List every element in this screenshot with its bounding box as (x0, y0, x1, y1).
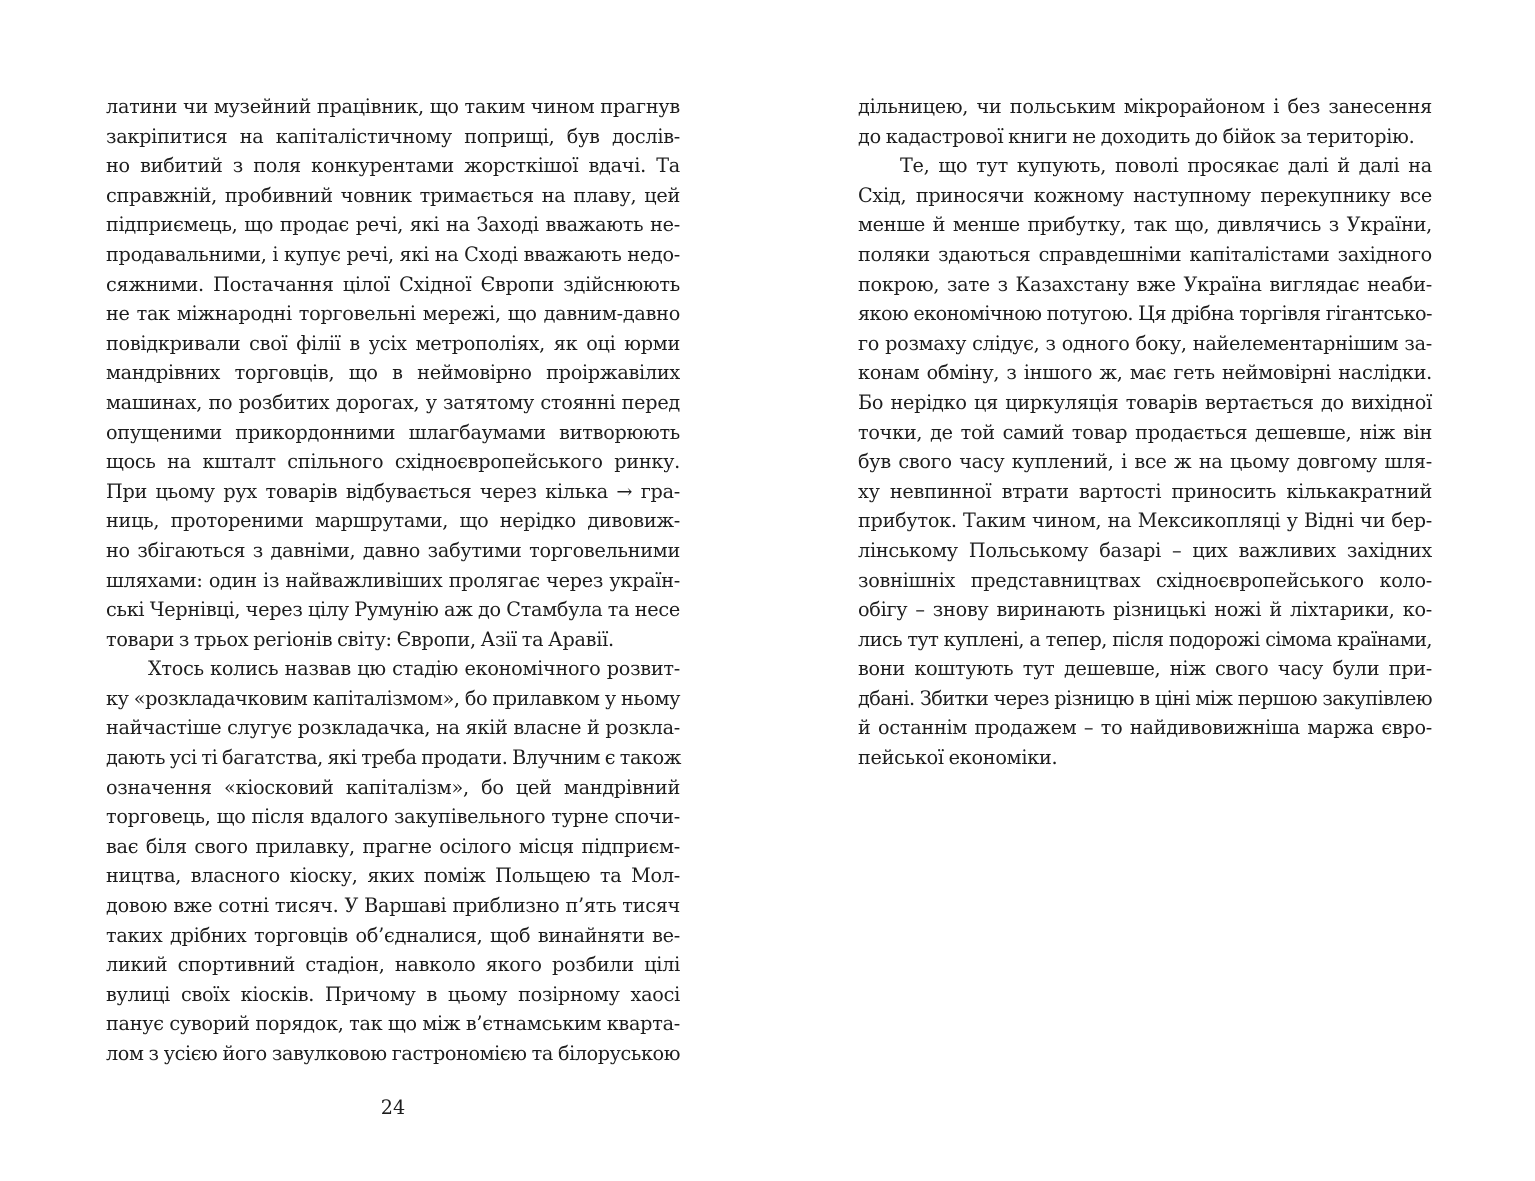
text-line: обігу – знову виринають різницькі ножі й ліхтарики, ко- (858, 598, 1432, 622)
text-line: прибуток. Таким чином, на Мексикопляці у Відні чи бер- (858, 509, 1432, 533)
text-line: торговець, що після вдалого закупівельного турне спочи- (106, 805, 680, 829)
text-line: покрою, зате з Казахстану вже Україна виглядає неаби- (858, 272, 1432, 296)
text-line: ває біля свого прилавку, прагне осілого місця підприєм- (106, 834, 680, 858)
text-line: щось на кшталт спільного східноєвропейського ринку. (106, 450, 680, 474)
text-line: конам обміну, з іншого ж, має геть неймовірні наслідки. (858, 361, 1432, 385)
text-line: но збігаються з давніми, давно забутими торговельними (106, 538, 680, 562)
text-line: пейської економіки. (858, 746, 1058, 770)
text-line: дбані. Збитки через різницю в ціні між першою закупівлею (858, 686, 1432, 710)
text-line: дільницею, чи польським мікрорайоном і без занесення (858, 95, 1432, 118)
text-line: го розмаху слідує, з одного боку, найелементарнішим за- (858, 331, 1432, 355)
text-line: поляки здаються справдешніми капіталістами західного (858, 242, 1432, 266)
text-line: лінському Польському базарі – цих важливих західних (858, 538, 1432, 562)
text-line: Бо нерідко ця циркуляція товарів вертається до вихідної (858, 390, 1432, 414)
text-line: закріпитися на капіталістичному поприщі, був дослів- (106, 124, 680, 148)
text-line: ські Чернівці, через цілу Румунію аж до Стамбула та несе (106, 598, 680, 622)
text-line: ку «розкладачковим капіталізмом», бо прилавком у ньому (106, 686, 680, 710)
text-line: точки, де той самий товар продається дешевше, ніж він (858, 420, 1432, 444)
text-line: зовнішніх представництвах східноєвропейського коло- (858, 568, 1432, 592)
text-line: шляхами: один із найважливіших пролягає через україн- (106, 568, 680, 592)
text-line: підприємець, що продає речі, які на Заході вважають не- (106, 213, 680, 237)
text-line: сяжними. Постачання цілої Східної Європи здійснюють (106, 272, 680, 296)
text-line: ництва, власного кіоску, яких поміж Польщею та Мол- (106, 864, 680, 888)
text-line: й останнім продажем – то найдивовижніша маржа євро- (858, 716, 1432, 740)
page-number: 24 (380, 1096, 406, 1119)
text-line: Схід, приносячи кожному наступному перекупнику все (858, 183, 1432, 207)
text-line: лись тут куплені, а тепер, після подорожі сімома країнами, (858, 627, 1432, 651)
left-page (106, 0, 680, 1181)
text-line: був свого часу куплений, і все ж на цьому довгому шля- (858, 450, 1432, 474)
text-line: латини чи музейний працівник, що таким чином прагнув (106, 95, 680, 118)
text-line: опущеними прикордонними шлагбаумами витворюють (106, 420, 680, 444)
text-line: лом з усією його завулковою гастрономією та білоруською (106, 1042, 680, 1065)
text-line: ликий спортивний стадіон, навколо якого розбили цілі (106, 953, 680, 977)
left-page-text (106, 92, 680, 1069)
text-line: дають усі ті багатства, які треба продати. Влучним є також (106, 746, 682, 770)
right-page-text (858, 92, 1432, 773)
right-page (858, 0, 1432, 1181)
text-line: мандрівних торговців, що в неймовірно проіржавілих (106, 361, 680, 385)
text-line: Те, що тут купують, поволі просякає далі й далі на (900, 154, 1432, 178)
text-line: вулиці своїх кіосків. Причому в цьому позірному хаосі (106, 982, 680, 1006)
text-line: справжній, пробивний човник тримається на плаву, цей (106, 183, 680, 207)
text-line: ниць, протореними маршрутами, що нерідко дивовиж- (106, 509, 680, 533)
text-line: повідкривали свої філії в усіх метрополіях, як оці юрми (106, 331, 680, 355)
text-line: якою економічною потугою. Ця дрібна торгівля гігантсько- (858, 302, 1432, 326)
text-line: до кадастрової книги не доходить до бійок за територію. (858, 124, 1415, 148)
text-line: При цьому рух товарів відбувається через кілька → гра- (106, 479, 680, 503)
text-line: найчастіше слугує розкладачка, на якій власне й розкла- (106, 716, 680, 740)
text-line: продавальними, і купує речі, які на Сході вважають недо- (106, 242, 680, 266)
text-line: довою вже сотні тисяч. У Варшаві приблизно п’ять тисяч (106, 894, 680, 918)
text-line: вони коштують тут дешевше, ніж свого часу були при- (858, 657, 1432, 681)
text-line: панує суворий порядок, так що між в’єтнамським кварта- (106, 1012, 680, 1036)
text-line: таких дрібних торговців об’єдналися, щоб винайняти ве- (106, 923, 680, 947)
text-line: Хтось колись назвав цю стадію економічного розвит- (148, 657, 680, 681)
text-line: означення «кіосковий капіталізм», бо цей мандрівний (106, 775, 680, 799)
text-line: машинах, по розбитих дорогах, у затятому стоянні перед (106, 390, 680, 414)
text-line: но вибитий з поля конкурентами жорсткішої вдачі. Та (106, 154, 680, 178)
text-line: ху невпинної втрати вартості приносить кількакратний (858, 479, 1432, 503)
text-line: не так міжнародні торговельні мережі, що давним-давно (106, 302, 680, 326)
text-line: менше й менше прибутку, так що, дивлячись з України, (858, 213, 1432, 237)
text-line: товари з трьох регіонів світу: Європи, Азії та Аравії. (106, 627, 614, 651)
